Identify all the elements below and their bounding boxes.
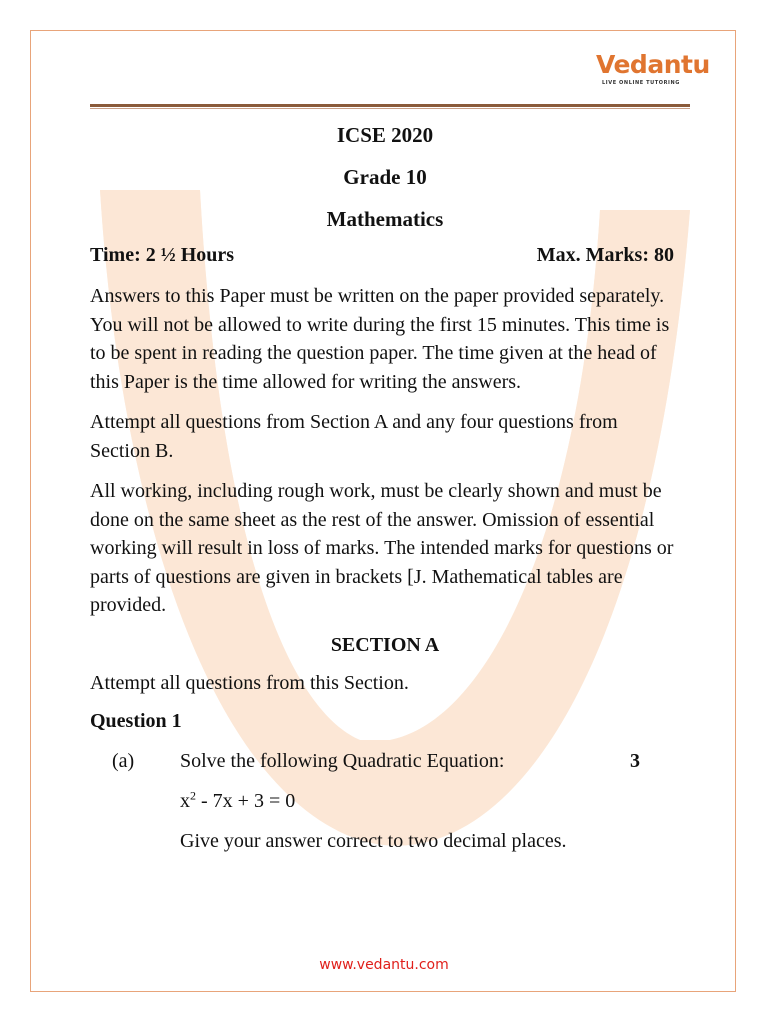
instruction-paragraph: Answers to this Paper must be written on the paper provided separately. You will not be allowed to write during the first 15 minutes. This time is to be spent in reading the question paper. The time given at the head of this Paper is the time allowed for writing the answers. (90, 285, 670, 393)
section-note: Attempt all questions from this Section. (90, 671, 409, 694)
footer-url[interactable]: www.vedantu.com (319, 957, 449, 973)
subject-title: Mathematics (326, 207, 444, 231)
question-title: Question 1 (90, 709, 182, 732)
instruction-paragraph: All working, including rough work, must be clearly shown and must be done on the same sheet as the rest of the answer. Omission of essential working will result in loss of marks. The intended marks for questions or parts of questions are given in brackets [J. Mathematical tables are provided. (90, 480, 674, 616)
instruction-paragraph: Attempt all questions from Section A and any four questions from Section B. (90, 411, 618, 462)
header-rule (90, 104, 690, 107)
answer-instruction: Give your answer correct to two decimal places. (180, 829, 567, 852)
time-allowed: Time: 2 ½ Hours (90, 244, 235, 266)
header-rule-thin (90, 108, 690, 109)
logo-wordmark: Vedantu (596, 50, 710, 79)
equation-base: x (180, 789, 190, 812)
vedantu-logo (596, 50, 710, 90)
equation (90, 788, 680, 814)
logo-tagline: LIVE ONLINE TUTORING (601, 80, 681, 86)
part-label: (a) (112, 749, 135, 772)
meta-row (90, 242, 680, 268)
equation-rest: - 7x + 3 = 0 (196, 789, 296, 812)
part-marks: 3 (630, 749, 640, 772)
paper-content (90, 114, 680, 854)
part-text: Solve the following Quadratic Equation: (180, 749, 505, 772)
grade-title: Grade 10 (343, 165, 427, 189)
question-part-row (90, 748, 680, 774)
max-marks: Max. Marks: 80 (536, 244, 674, 266)
equation-exponent: 2 (190, 787, 196, 802)
exam-title: ICSE 2020 (336, 123, 434, 147)
section-heading: SECTION A (330, 633, 440, 656)
